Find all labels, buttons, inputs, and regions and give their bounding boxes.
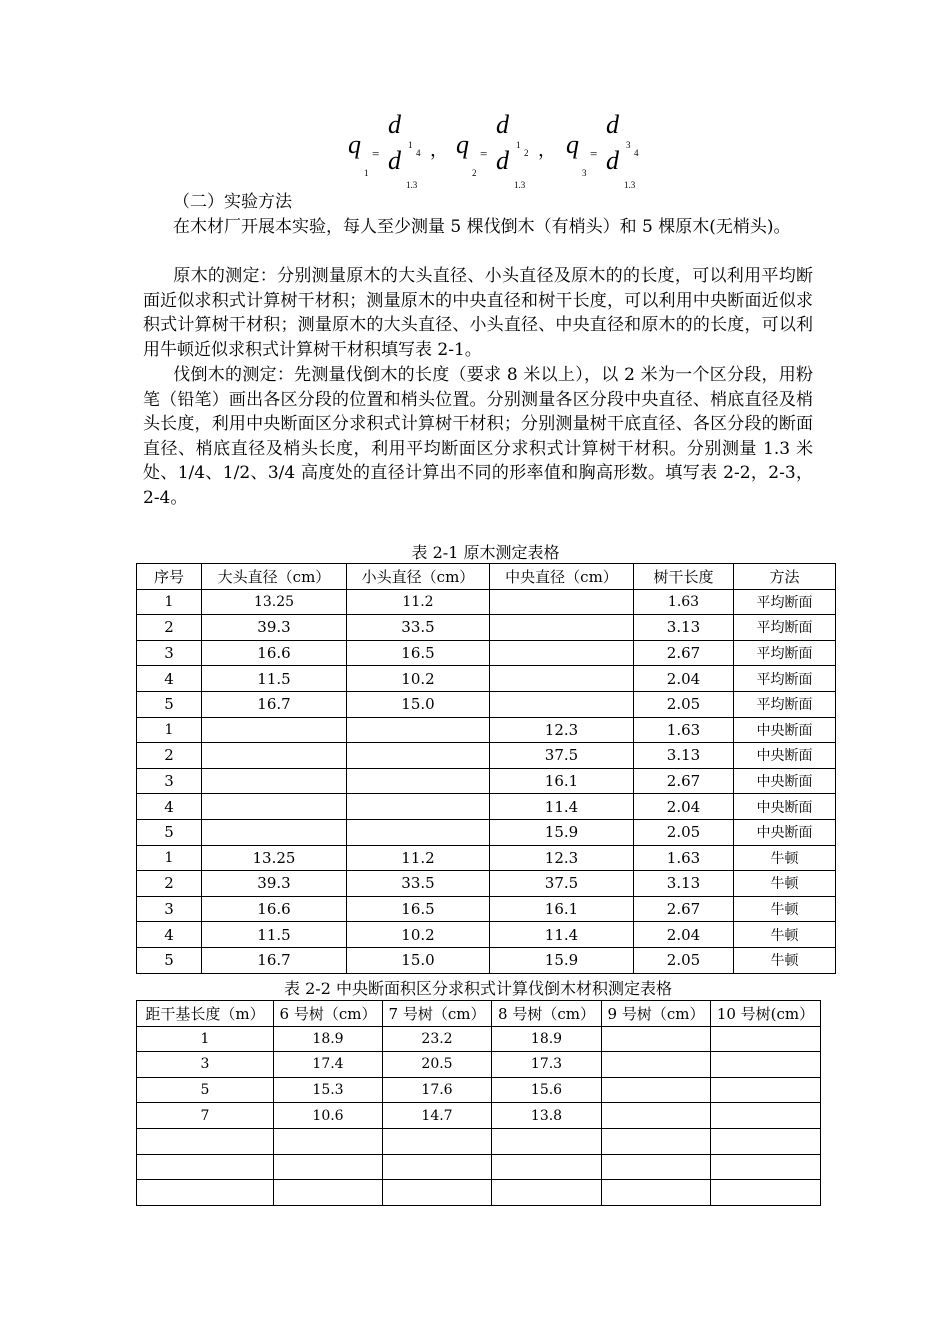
table1-cell: 37.5 (490, 743, 634, 769)
table1-cell: 11.4 (490, 794, 634, 820)
table-row (137, 1128, 821, 1154)
table2-cell (711, 1180, 821, 1206)
table2-cell: 17.3 (492, 1052, 602, 1078)
paragraph-felled-tree (143, 363, 813, 511)
formula-sup2: 1 (516, 140, 521, 150)
table-row (137, 717, 836, 743)
table2-header-cell: 8 号树（cm） (492, 1001, 602, 1027)
table2-header-cell: 距干基长度（m） (137, 1001, 274, 1027)
table2-cell (492, 1154, 602, 1180)
table1-cell: 2 (137, 743, 202, 769)
formula-num3: d (606, 110, 619, 139)
table1-cell (490, 691, 634, 717)
table1-header-cell: 小头直径（cm） (347, 564, 490, 590)
table2-cell: 5 (137, 1077, 274, 1103)
table1-cell: 中央断面 (734, 743, 836, 769)
table2-cell (602, 1077, 711, 1103)
table1-cell: 4 (137, 794, 202, 820)
table-row (137, 1026, 821, 1052)
formula-q1-sub: 1 (364, 168, 369, 178)
table1-cell: 16.7 (202, 947, 347, 973)
table2-caption: 表 2-2 中央断面积区分求积式计算伐倒木材积测定表格 (284, 979, 672, 998)
table1-cell: 2.67 (634, 896, 734, 922)
table2-cell: 10.6 (274, 1103, 383, 1129)
table1-cell: 39.3 (202, 871, 347, 897)
table1-cell: 牛顿 (734, 922, 836, 948)
formula-sup2b: 2 (524, 148, 529, 158)
table2-header-row (137, 1001, 821, 1027)
table1-cell: 16.5 (347, 896, 490, 922)
table1-cell: 平均断面 (734, 615, 836, 641)
table2-cell (602, 1052, 711, 1078)
table-row (137, 768, 836, 794)
table1-cell (490, 666, 634, 692)
table2-cell (711, 1154, 821, 1180)
table1-cell (490, 589, 634, 615)
table1-cell: 平均断面 (734, 666, 836, 692)
table1-cell (202, 717, 347, 743)
table2-cell (602, 1026, 711, 1052)
table-row (137, 1052, 821, 1078)
table2-cell: 7 (137, 1103, 274, 1129)
table1-cell: 平均断面 (734, 640, 836, 666)
table1-cell (202, 743, 347, 769)
table1-cell: 13.25 (202, 845, 347, 871)
formula-den2: d (496, 146, 509, 175)
table1-cell: 15.0 (347, 947, 490, 973)
table1-cell (347, 794, 490, 820)
table-row (137, 615, 836, 641)
table2-cell (711, 1128, 821, 1154)
table1-header-cell: 大头直径（cm） (202, 564, 347, 590)
formula-den2-sub: 1.3 (514, 180, 526, 190)
paragraph-intro-text: 在木材厂开展本实验，每人至少测量 5 棵伐倒木（有梢头）和 5 棵原木(无梢头)。 (173, 217, 791, 237)
table1-cell: 10.2 (347, 666, 490, 692)
table1-cell: 牛顿 (734, 871, 836, 897)
table1-cell: 牛顿 (734, 845, 836, 871)
table-row (137, 743, 836, 769)
table1-cell: 11.4 (490, 922, 634, 948)
table2-cell (274, 1180, 383, 1206)
table2-cell (711, 1026, 821, 1052)
table1-cell: 16.1 (490, 896, 634, 922)
table1-cell (347, 717, 490, 743)
table1-cell: 2.04 (634, 922, 734, 948)
formula-q2: q (456, 130, 469, 159)
table2-cell (137, 1128, 274, 1154)
table1-cell: 中央断面 (734, 819, 836, 845)
paragraph-felled-tree-text: 伐倒木的测定：先测量伐倒木的长度（要求 8 米以上），以 2 米为一个区分段，用粉笔（铅笔）画出各区分段的位置和梢头位置。分别测量各区分段中央直径、梢底直径及梢头长度，利用中央断面区分求积式计算树干材积；分别测量树干底直径、各区分段的断面直径、梢底直径及梢头长度，利用平均断面区分求积式计算树干材积。分别测量 1.3 米处、1/4、1/2、3/4 高度处的直径计算出不同的形率值和胸高形数。填写表 2-2，2-3，2-4。 (143, 365, 813, 508)
table1-cell: 12.3 (490, 717, 634, 743)
table1-cell: 中央断面 (734, 717, 836, 743)
table2-cell (137, 1154, 274, 1180)
table1-cell: 3.13 (634, 743, 734, 769)
table1-cell: 10.2 (347, 922, 490, 948)
table1-cell: 11.2 (347, 845, 490, 871)
table1-cell: 3 (137, 768, 202, 794)
table1-cell: 39.3 (202, 615, 347, 641)
table1-cell: 1 (137, 717, 202, 743)
table1-cell: 3 (137, 640, 202, 666)
table1-cell: 4 (137, 922, 202, 948)
table1-cell: 5 (137, 691, 202, 717)
felled-tree-table (136, 1000, 821, 1206)
formula-q3: q (566, 130, 579, 159)
table2-cell (137, 1180, 274, 1206)
table1-cell: 16.5 (347, 640, 490, 666)
table2-cell: 14.7 (383, 1103, 492, 1129)
table1-cell (490, 640, 634, 666)
table1-cell: 2.04 (634, 666, 734, 692)
table2-cell (274, 1128, 383, 1154)
table2-cell: 23.2 (383, 1026, 492, 1052)
table1-cell: 3.13 (634, 871, 734, 897)
table2-cell (383, 1154, 492, 1180)
table1-cell: 5 (137, 819, 202, 845)
table1-cell: 平均断面 (734, 691, 836, 717)
formula-q3-sub: 3 (582, 168, 587, 178)
table1-header-cell: 序号 (137, 564, 202, 590)
table2-cell: 13.8 (492, 1103, 602, 1129)
table1-header-cell: 中央直径（cm） (490, 564, 634, 590)
table2-header-cell: 10 号树(cm） (711, 1001, 821, 1027)
table-row (137, 1180, 821, 1206)
table1-cell (347, 743, 490, 769)
table2-header-cell: 6 号树（cm） (274, 1001, 383, 1027)
table1-cell: 16.6 (202, 896, 347, 922)
table-row (137, 640, 836, 666)
table2-cell (383, 1128, 492, 1154)
section-heading: （二）实验方法 (173, 192, 292, 212)
table-row (137, 845, 836, 871)
table2-cell (711, 1077, 821, 1103)
table2-cell (492, 1128, 602, 1154)
table2-cell (602, 1180, 711, 1206)
formula-den3-sub: 1.3 (624, 180, 636, 190)
table1-header-cell: 方法 (734, 564, 836, 590)
table1-cell: 2.05 (634, 947, 734, 973)
table1-cell: 16.6 (202, 640, 347, 666)
table1-cell: 16.7 (202, 691, 347, 717)
table2-cell: 15.3 (274, 1077, 383, 1103)
table-row (137, 896, 836, 922)
table1-cell: 1.63 (634, 845, 734, 871)
table1-cell: 13.25 (202, 589, 347, 615)
table2-cell (602, 1128, 711, 1154)
table1-cell (202, 794, 347, 820)
formula-num1: d (388, 110, 401, 139)
table1-cell (490, 615, 634, 641)
table2-cell: 1 (137, 1026, 274, 1052)
table2-cell: 20.5 (383, 1052, 492, 1078)
paragraph-log-measure (143, 264, 813, 362)
formula-comma1: ， (430, 140, 448, 160)
table1-cell: 33.5 (347, 871, 490, 897)
table2-cell: 17.4 (274, 1052, 383, 1078)
paragraph-log-measure-text: 原木的测定：分别测量原木的大头直径、小头直径及原木的的长度，可以利用平均断面近似求积式计算树干材积；测量原木的中央直径和树干长度，可以利用中央断面近似求积式计算树干材积；测量原木的大头直径、小头直径、中央直径和原木的的长度，可以利用牛顿近似求积式计算树干材积填写表 2-1。 (143, 266, 813, 360)
formula-sup1: 1 (408, 140, 413, 150)
table-row (137, 1077, 821, 1103)
formula-eq1: = (372, 146, 380, 161)
table-row (137, 666, 836, 692)
table1-cell: 1 (137, 589, 202, 615)
formula-sup3b: 4 (634, 148, 639, 158)
table1-cell (347, 768, 490, 794)
table-row (137, 947, 836, 973)
table-row (137, 589, 836, 615)
table-row (137, 794, 836, 820)
table-row (137, 1103, 821, 1129)
formula-q1: q (348, 130, 361, 159)
table2-cell: 18.9 (274, 1026, 383, 1052)
formula-eq3: = (590, 146, 598, 161)
form-factor-formulas (340, 108, 660, 193)
table1-cell: 3 (137, 896, 202, 922)
table2-cell (383, 1180, 492, 1206)
table1-cell (347, 819, 490, 845)
table1-cell: 2.05 (634, 691, 734, 717)
table1-cell: 16.1 (490, 768, 634, 794)
table1-cell: 1.63 (634, 589, 734, 615)
table1-header-row (137, 564, 836, 590)
table2-header-cell: 9 号树（cm） (602, 1001, 711, 1027)
log-measurement-table (136, 563, 836, 974)
table-row (137, 922, 836, 948)
formula-eq2: = (480, 146, 488, 161)
formula-den3: d (606, 146, 619, 175)
table2-cell (602, 1103, 711, 1129)
table1-cell: 平均断面 (734, 589, 836, 615)
table2-cell (711, 1052, 821, 1078)
table1-cell: 15.9 (490, 819, 634, 845)
table1-cell: 4 (137, 666, 202, 692)
table2-cell (602, 1154, 711, 1180)
formula-num2: d (496, 110, 509, 139)
table1-cell: 2 (137, 871, 202, 897)
table1-cell: 牛顿 (734, 947, 836, 973)
table1-cell: 11.5 (202, 922, 347, 948)
table1-caption: 表 2-1 原木测定表格 (411, 543, 560, 562)
table1-cell: 2 (137, 615, 202, 641)
formula-den1-sub: 1.3 (406, 180, 418, 190)
table2-cell: 3 (137, 1052, 274, 1078)
table2-header-cell: 7 号树（cm） (383, 1001, 492, 1027)
formula-den1: d (388, 146, 401, 175)
table-row (137, 819, 836, 845)
table1-cell: 3.13 (634, 615, 734, 641)
table2-cell: 18.9 (492, 1026, 602, 1052)
table1-cell: 33.5 (347, 615, 490, 641)
table2-cell (711, 1103, 821, 1129)
table1-header-cell: 树干长度 (634, 564, 734, 590)
table1-cell: 11.2 (347, 589, 490, 615)
table1-cell: 15.9 (490, 947, 634, 973)
table1-cell: 5 (137, 947, 202, 973)
table-row (137, 871, 836, 897)
table1-cell: 12.3 (490, 845, 634, 871)
table1-cell: 2.04 (634, 794, 734, 820)
table-row (137, 1154, 821, 1180)
table1-cell: 37.5 (490, 871, 634, 897)
table1-cell: 2.67 (634, 768, 734, 794)
table-row (137, 691, 836, 717)
table2-cell (492, 1180, 602, 1206)
formula-sup1b: 4 (416, 148, 421, 158)
table2-cell: 15.6 (492, 1077, 602, 1103)
table1-cell: 1.63 (634, 717, 734, 743)
table1-cell: 2.05 (634, 819, 734, 845)
formula-comma2: ， (538, 140, 556, 160)
table2-cell: 17.6 (383, 1077, 492, 1103)
table1-cell: 15.0 (347, 691, 490, 717)
formula-q2-sub: 2 (472, 168, 477, 178)
table1-cell (202, 819, 347, 845)
table1-cell: 中央断面 (734, 794, 836, 820)
formula-sup3: 3 (626, 140, 631, 150)
table1-cell: 牛顿 (734, 896, 836, 922)
table1-cell: 11.5 (202, 666, 347, 692)
paragraph-intro (143, 215, 813, 240)
table1-cell (202, 768, 347, 794)
table2-cell (274, 1154, 383, 1180)
table1-cell: 中央断面 (734, 768, 836, 794)
table1-cell: 2.67 (634, 640, 734, 666)
table1-cell: 1 (137, 845, 202, 871)
